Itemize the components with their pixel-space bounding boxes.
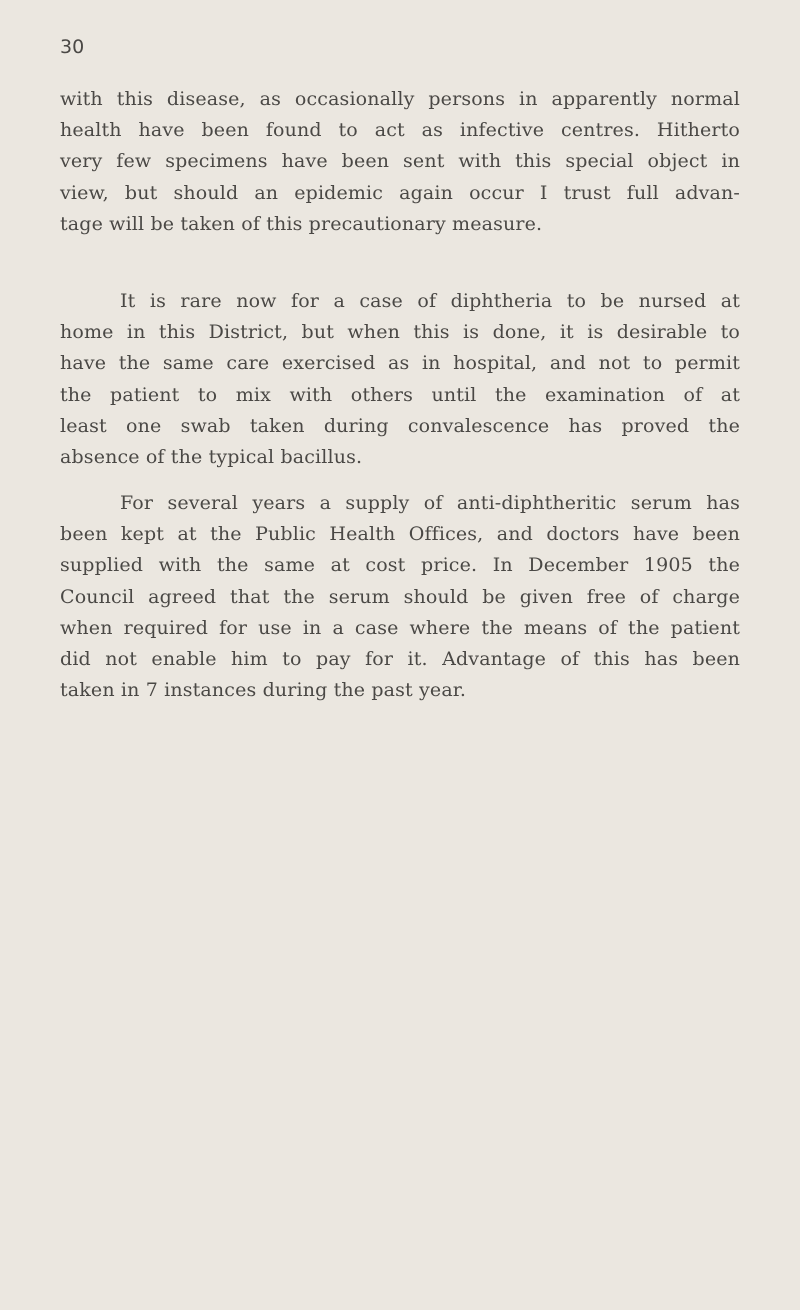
text-line: taken in 7 instances during the past year. (60, 679, 467, 702)
text-line: been kept at the Public Health Offices, and doctors have been (60, 523, 740, 546)
text-line: absence of the typical bacillus. (60, 446, 363, 469)
text-line: home in this District, but when this is done, it is desirable to (60, 321, 740, 344)
paragraph-home-nursing (60, 286, 740, 473)
text-line: Council agreed that the serum should be given free of charge (60, 585, 740, 608)
text-line: when required for use in a case where the means of the patient (60, 616, 740, 639)
text-line: It is rare now for a case of diphtheria to be nursed at (120, 290, 740, 312)
paragraph-previous-continuation (60, 84, 740, 240)
text-line: tage will be taken of this precautionary measure. (60, 212, 543, 235)
text-line: view, but should an epidemic again occur I trust full advan- (60, 181, 740, 204)
text-line: have the same care exercised as in hospital, and not to permit (60, 352, 740, 375)
text-line: health have been found to act as infective centres. Hitherto (60, 119, 740, 142)
paragraph-serum-supply (60, 488, 740, 706)
text-line: least one swab taken during convalescence has proved the (60, 414, 740, 437)
page-number: 30 (60, 36, 85, 58)
text-line: the patient to mix with others until the examination of at (60, 383, 740, 406)
text-line: with this disease, as occasionally persons in apparently normal (60, 88, 740, 110)
text-line: did not enable him to pay for it. Advantage of this has been (60, 648, 740, 671)
text-line: very few specimens have been sent with this special object in (60, 150, 740, 173)
text-line: supplied with the same at cost price. In December 1905 the (60, 554, 740, 577)
text-line: For several years a supply of anti-diphtheritic serum has (120, 492, 740, 514)
